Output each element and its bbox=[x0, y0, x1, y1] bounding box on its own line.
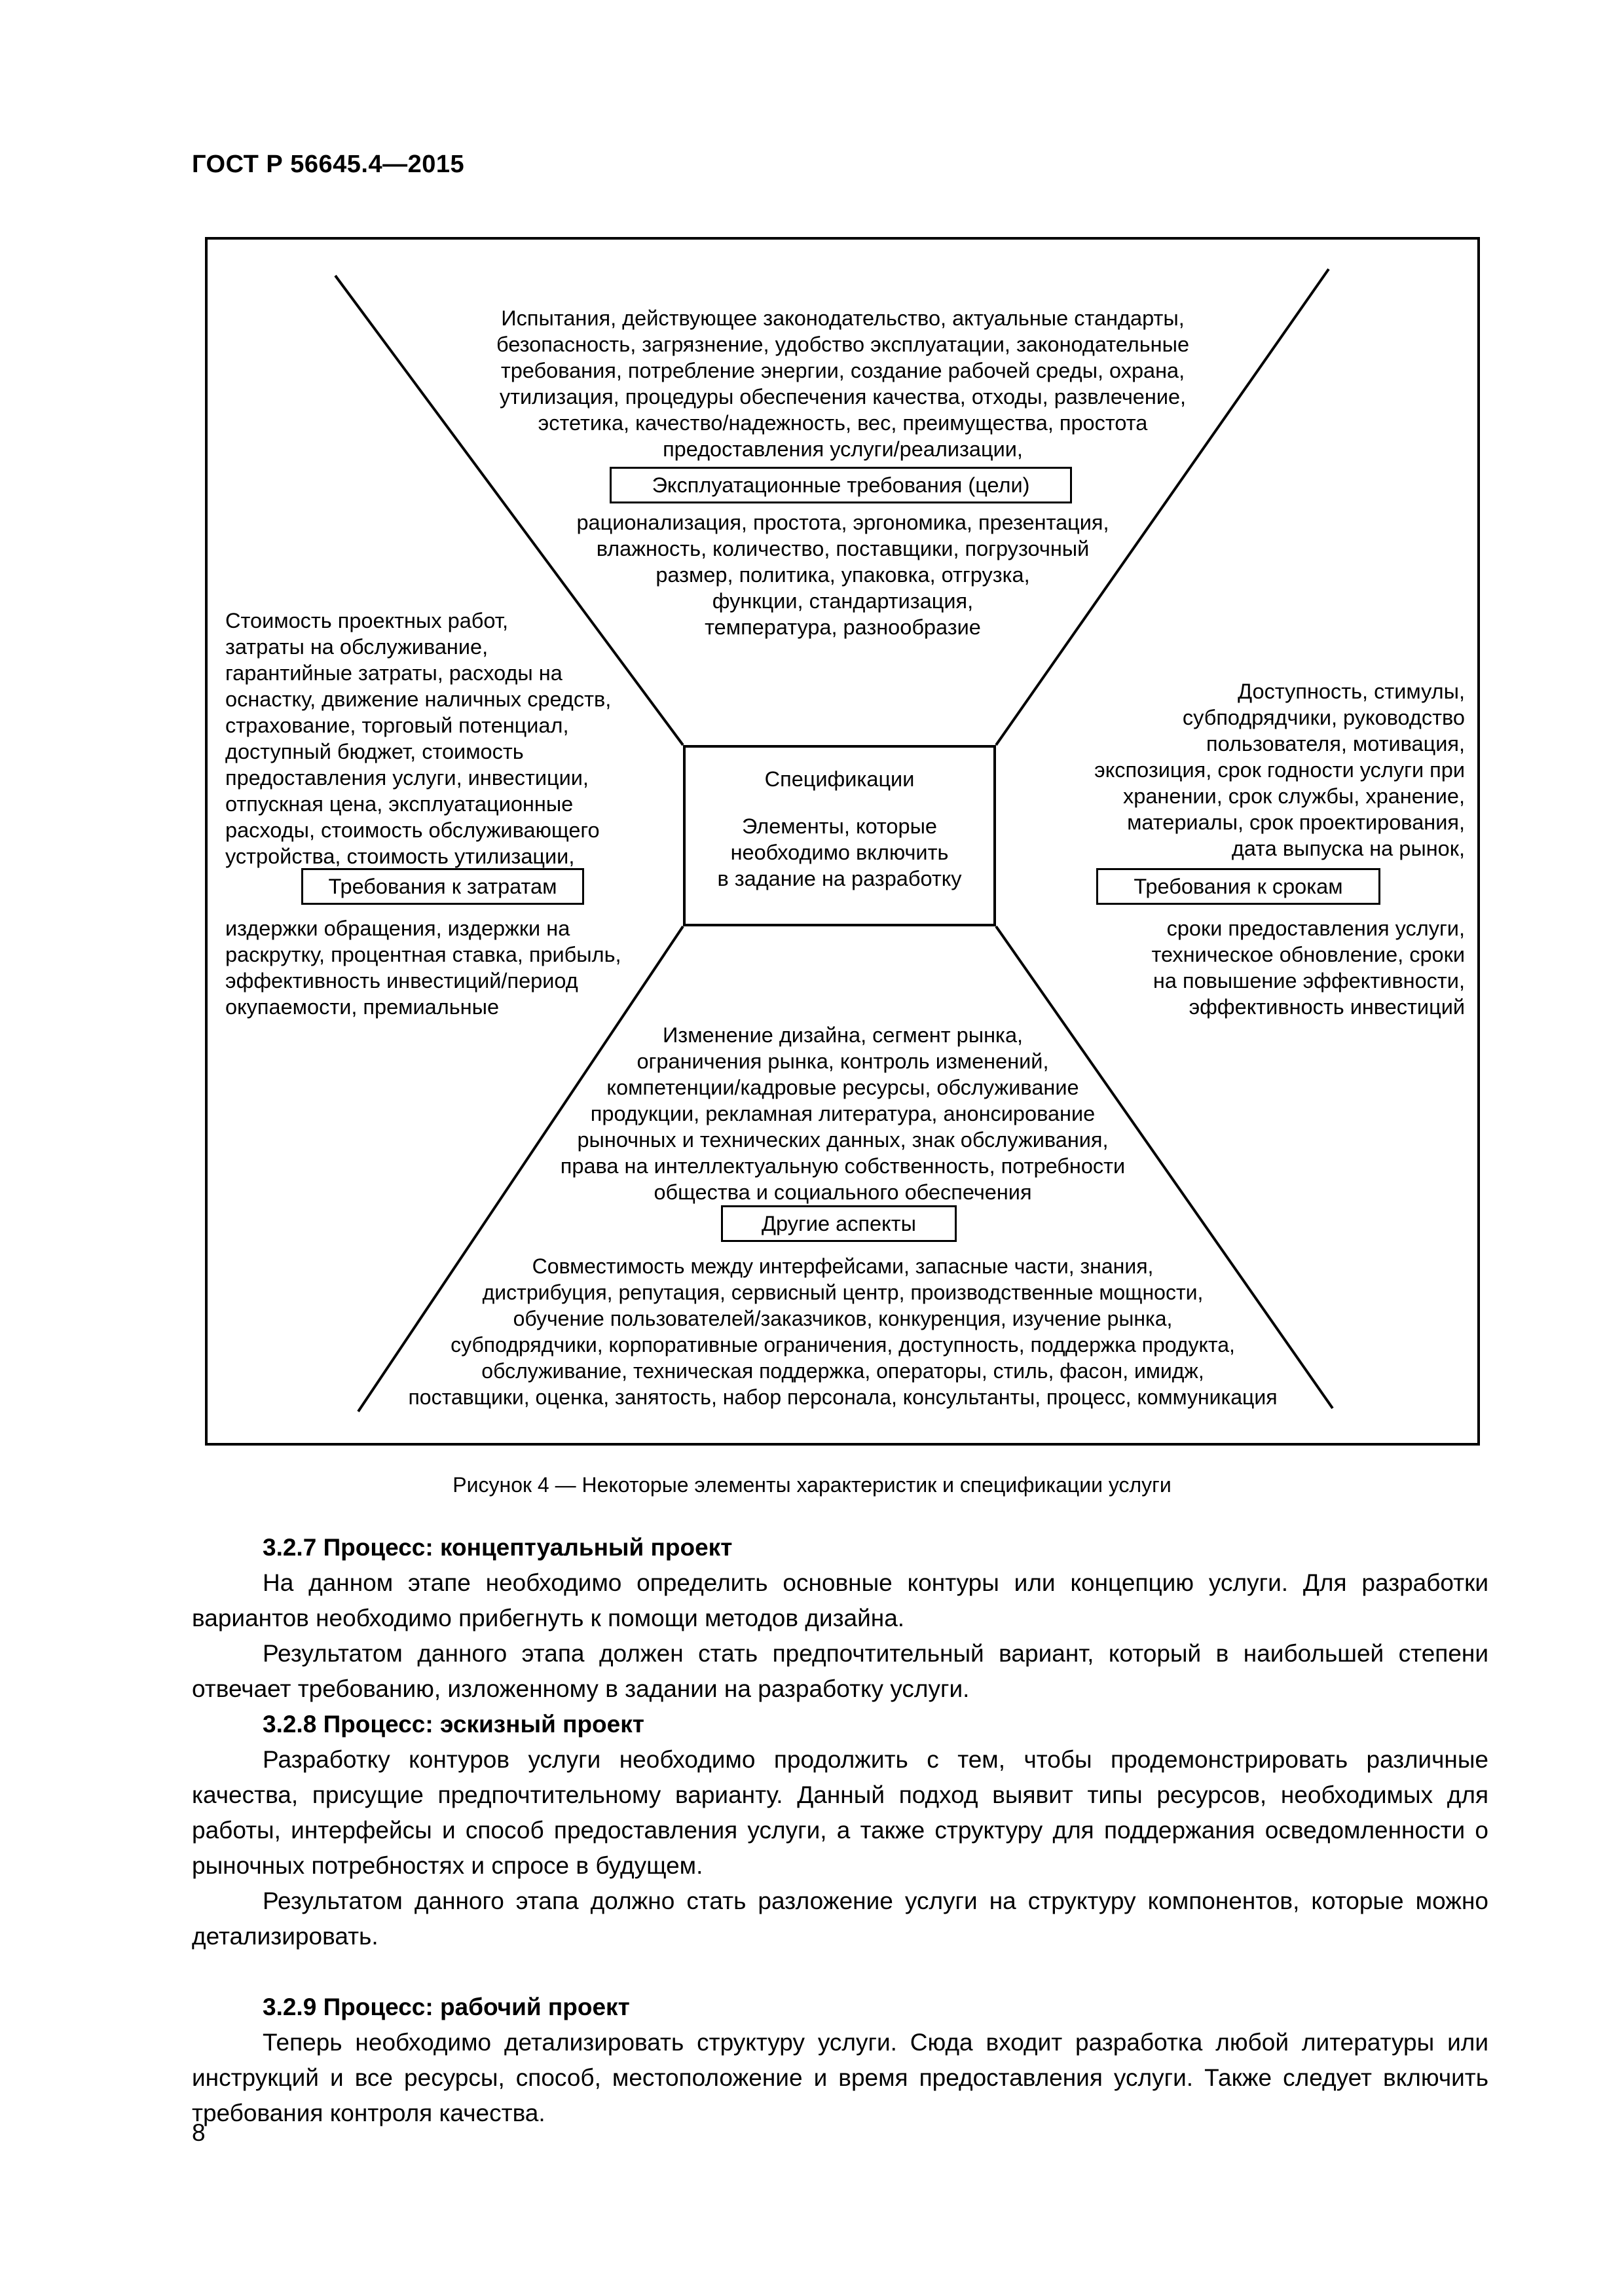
right-text-block: Доступность, стимулы, субподрядчики, руководство пользователя, мотивация, экспозиция, срок годности услуги при хранении, срок службы, хранение, материалы, срок проектирования, дата выпуска на рынок, bbox=[1094, 680, 1465, 860]
section-heading: 3.2.8 Процесс: эскизный проект bbox=[263, 1711, 644, 1738]
page-number: 8 bbox=[192, 2119, 206, 2146]
document-code: ГОСТ Р 56645.4—2015 bbox=[192, 151, 465, 178]
operational-requirements-label: Эксплуатационные требования (цели) bbox=[610, 467, 1072, 503]
figure-caption: Рисунок 4 — Некоторые элементы характеристик и спецификации услуги bbox=[452, 1473, 1172, 1497]
bottom-text-block-2: Совместимость между интерфейсами, запасные части, знания, дистрибуция, репутация, сервисный центр, производственные мощности, обучение пользователей/заказчиков, конкуренция, изучение рынка, субподрядчики, корпоративные ограничения, доступность, поддержка продукта, обслуживание, техническая поддержка, операторы, стиль, фасон, имидж, поставщики, оценка, занятость, набор персонала, консультанты, процесс, коммуникация bbox=[408, 1254, 1278, 1409]
left-text-block-2: издержки обращения, издержки на раскрутку, процентная ставка, прибыль, эффективность инвестиций/период окупаемости, премиальные bbox=[225, 917, 621, 1019]
section-paragraph: Результатом данного этапа должен стать предпочтительный вариант, который в наибольшей степени отвечает требованию, изложенному в задании на разработку услуги. bbox=[192, 1640, 1488, 1702]
specifications-box bbox=[683, 745, 996, 926]
section-paragraph: На данном этапе необходимо определить основные контуры или концепцию услуги. Для разработки вариантов необходимо прибегнуть к помощи методов дизайна. bbox=[192, 1569, 1488, 1631]
section-paragraph: Теперь необходимо детализировать структуру услуги. Сюда входит разработка любой литературы или инструкций и все ресурсы, способ, местоположение и время предоставления услуги. Также следует включить требования контроля качества. bbox=[192, 2029, 1488, 2126]
bottom-text-block: Изменение дизайна, сегмент рынка, ограничения рынка, контроль изменений, компетенции/кадровые ресурсы, обслуживание продукции, рекламная литература, анонсирование рыночных и технических данных, знак обслуживания, права на интеллектуальную собственность, потребности общества и социального обеспечения bbox=[560, 1023, 1126, 1204]
timing-requirements-label: Требования к срокам bbox=[1096, 868, 1380, 905]
left-text-block: Стоимость проектных работ, затраты на обслуживание, гарантийные затраты, расходы на оснастку, движение наличных средств, страхование, торговый потенциал, доступный бюджет, стоимость предоставления услуги, инвестиции, отпускная цена, эксплуатационные расходы, стоимость обслуживающего устройства, стоимость утилизации, bbox=[225, 609, 612, 868]
section-3-2-9 bbox=[192, 1990, 1488, 2131]
section-3-2-7 bbox=[192, 1530, 1488, 1707]
top-text-block-2: рационализация, простота, эргономика, презентация, влажность, количество, поставщики, погрузочный размер, политика, упаковка, отгрузка, функции, стандартизация, температура, разнообразие bbox=[576, 511, 1109, 639]
figure-diagram bbox=[205, 237, 1480, 1446]
section-paragraph: Разработку контуров услуги необходимо продолжить с тем, чтобы продемонстрировать различные качества, присущие предпочтительному варианту. Данный подход выявит типы ресурсов, необходимых для работы, интерфейсы и способ предоставления услуги, а также структуру для поддержания осведомленности о рыночных потребностях и спросе в будущем. bbox=[192, 1746, 1488, 1879]
right-text-block-2: сроки предоставления услуги, техническое обновление, сроки на повышение эффективности, эффективность инвестиций bbox=[1151, 917, 1465, 1019]
specifications-title: Спецификации bbox=[764, 767, 915, 791]
top-text-block: Испытания, действующее законодательство, актуальные стандарты, безопасность, загрязнение, удобство эксплуатации, законодательные требования, потребление энергии, создание рабочей среды, охрана, утилизация, процедуры обеспечения качества, отходы, развлечение, эстетика, качество/надежность, вес, преимущества, простота предоставления услуги/реализации, bbox=[496, 306, 1190, 461]
other-aspects-label: Другие аспекты bbox=[721, 1205, 957, 1242]
section-paragraph: Результатом данного этапа должно стать разложение услуги на структуру компонентов, которые можно детализировать. bbox=[192, 1887, 1488, 1950]
section-heading: 3.2.7 Процесс: концептуальный проект bbox=[263, 1534, 733, 1561]
specifications-text: Элементы, которые необходимо включить в задание на разработку bbox=[717, 814, 962, 890]
section-heading: 3.2.9 Процесс: рабочий проект bbox=[263, 1994, 630, 2020]
section-3-2-8 bbox=[192, 1707, 1488, 1954]
cost-requirements-label: Требования к затратам bbox=[301, 868, 584, 905]
